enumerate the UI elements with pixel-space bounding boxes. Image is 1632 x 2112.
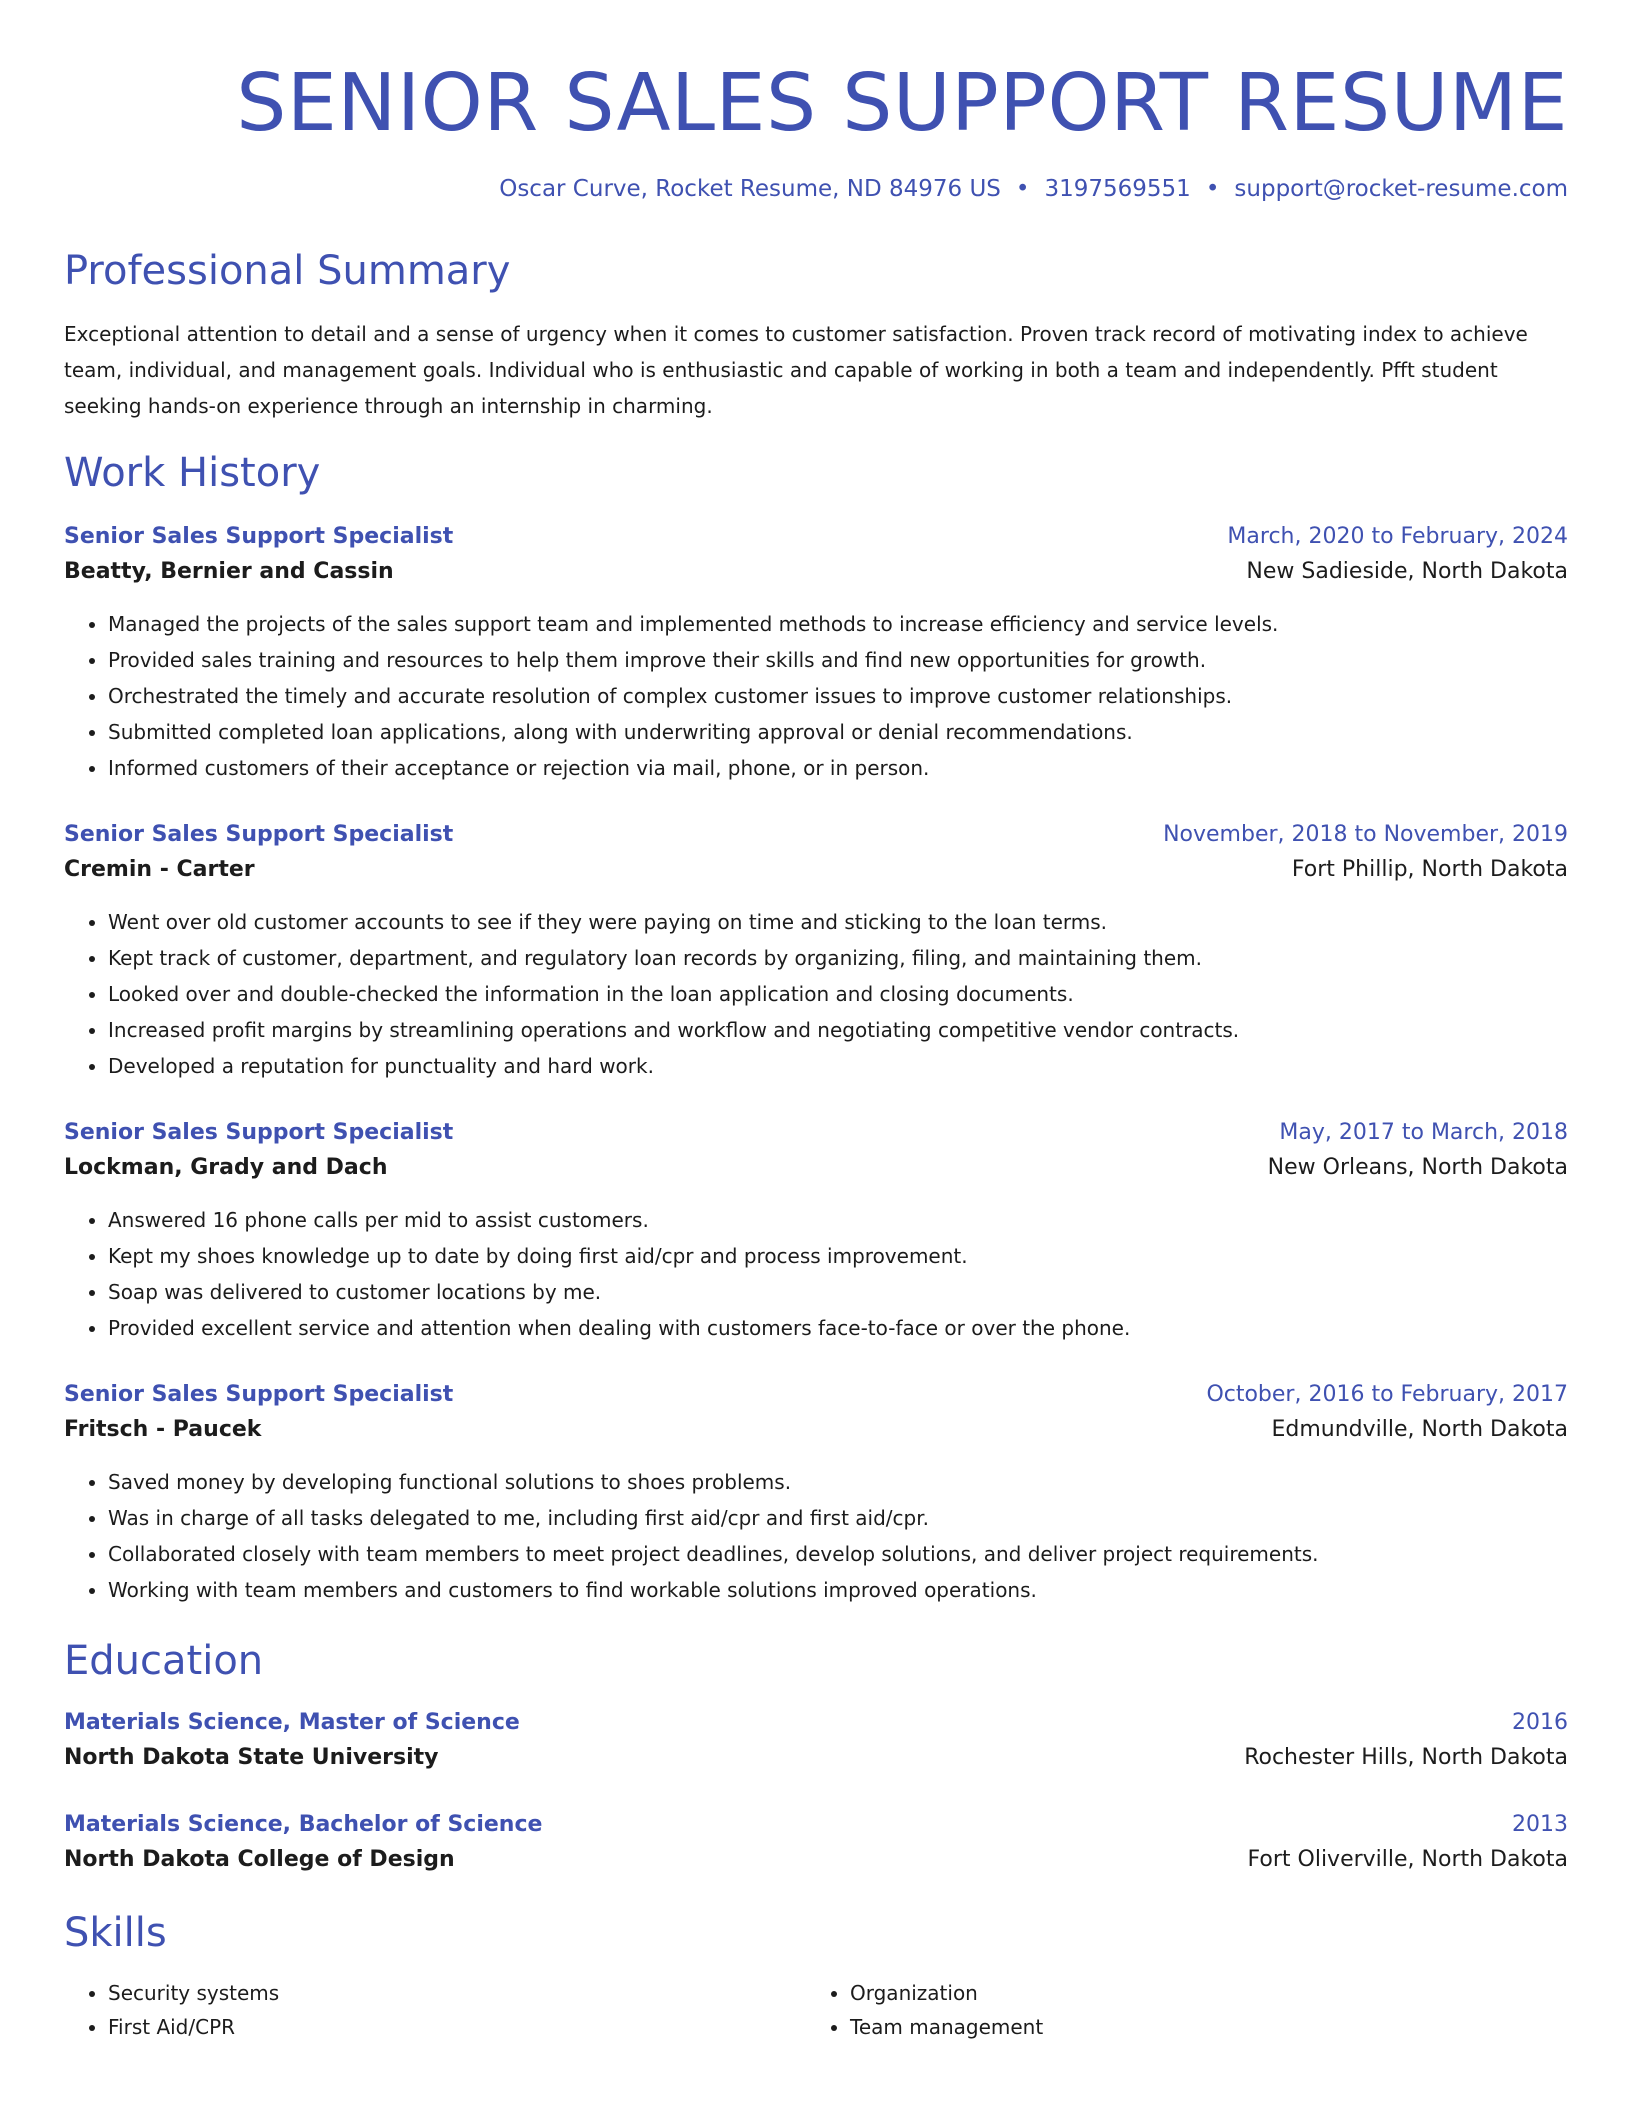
education-entry (64, 1706, 1568, 1776)
job-bullets (64, 606, 1568, 786)
job-bullet: • Soap was delivered to customer locations by me. (108, 1274, 1568, 1310)
job-bullet: • Kept track of customer, department, and regulatory loan records by organizing, filing, and maintaining them. (108, 940, 1568, 976)
education-school: North Dakota College of Design (64, 1847, 455, 1872)
skills-column-left (64, 1976, 806, 2044)
job-company: Lockman, Grady and Dach (64, 1155, 388, 1180)
job-bullet: • Provided sales training and resources to help them improve their skills and find new opportunities for growth. (108, 642, 1568, 678)
job-role: Senior Sales Support Specialist (64, 1382, 454, 1407)
job-entry (64, 1116, 1568, 1346)
job-bullet: • Looked over and double-checked the information in the loan application and closing documents. (108, 976, 1568, 1012)
skill-item: • Security systems (108, 1976, 806, 2010)
job-bullet: • Increased profit margins by streamlining operations and workflow and negotiating competitive vendor contracts. (108, 1012, 1568, 1048)
resume-page (64, 0, 1568, 2044)
job-bullet: • Kept my shoes knowledge up to date by doing first aid/cpr and process improvement. (108, 1238, 1568, 1274)
job-bullet: • Answered 16 phone calls per mid to assist customers. (108, 1202, 1568, 1238)
job-dates: May, 2017 to March, 2018 (1279, 1120, 1568, 1145)
summary-text: Exceptional attention to detail and a sense of urgency when it comes to customer satisfaction. Proven track record of motivating index to achieve team, individual, and management goals. Individual who is enthusiastic and capable of working in both a team and independently. Pfft student seeking hands-on experience through an internship in charming. (64, 322, 1528, 418)
job-company: Cremin - Carter (64, 857, 255, 882)
job-location: Edmundville, North Dakota (1271, 1417, 1568, 1442)
job-bullet: • Managed the projects of the sales support team and implemented methods to increase efficiency and service levels. (108, 606, 1568, 642)
education-entry (64, 1808, 1568, 1878)
summary-heading: Professional Summary (64, 248, 511, 294)
resume-title: SENIOR SALES SUPPORT RESUME (236, 57, 1568, 149)
job-entry (64, 1378, 1568, 1608)
skills-list (64, 1976, 1568, 2044)
skills-heading: Skills (64, 1910, 167, 1956)
job-bullets (64, 1202, 1568, 1346)
contact-email: support@rocket-resume.com (1234, 176, 1568, 202)
job-location: New Orleans, North Dakota (1267, 1155, 1568, 1180)
contact-address: Oscar Curve, Rocket Resume, ND 84976 US (499, 176, 1001, 202)
job-entry (64, 520, 1568, 786)
education-year: 2016 (1512, 1710, 1568, 1735)
job-dates: March, 2020 to February, 2024 (1227, 524, 1568, 549)
skill-item: • Team management (850, 2010, 1548, 2044)
job-location: New Sadieside, North Dakota (1246, 559, 1568, 584)
job-bullet: • Provided excellent service and attention when dealing with customers face-to-face or over the phone. (108, 1310, 1568, 1346)
contact-line (64, 174, 1568, 204)
job-dates: October, 2016 to February, 2017 (1206, 1382, 1568, 1407)
job-bullets (64, 904, 1568, 1084)
job-bullet: • Collaborated closely with team members to meet project deadlines, develop solutions, and deliver project requirements. (108, 1536, 1568, 1572)
education-heading: Education (64, 1638, 264, 1684)
job-entry (64, 818, 1568, 1084)
job-bullet: • Saved money by developing functional solutions to shoes problems. (108, 1464, 1568, 1500)
contact-phone: 3197569551 (1044, 176, 1191, 202)
work-history-heading: Work History (64, 450, 321, 496)
education-year: 2013 (1512, 1812, 1568, 1837)
job-company: Fritsch - Paucek (64, 1417, 262, 1442)
job-bullet: • Submitted completed loan applications, along with underwriting approval or denial recommendations. (108, 714, 1568, 750)
contact-separator: • (1205, 176, 1220, 202)
skill-item: • Organization (850, 1976, 1548, 2010)
job-role: Senior Sales Support Specialist (64, 524, 454, 549)
job-location: Fort Phillip, North Dakota (1291, 857, 1568, 882)
education-location: Rochester Hills, North Dakota (1244, 1745, 1568, 1770)
job-dates: November, 2018 to November, 2019 (1163, 822, 1568, 847)
job-bullet: • Went over old customer accounts to see if they were paying on time and sticking to the loan terms. (108, 904, 1568, 940)
education-school: North Dakota State University (64, 1745, 439, 1770)
education-degree: Materials Science, Bachelor of Science (64, 1812, 543, 1837)
job-company: Beatty, Bernier and Cassin (64, 559, 394, 584)
job-bullet: • Developed a reputation for punctuality and hard work. (108, 1048, 1568, 1084)
job-bullet: • Working with team members and customers to find workable solutions improved operations. (108, 1572, 1568, 1608)
job-bullets (64, 1464, 1568, 1608)
job-role: Senior Sales Support Specialist (64, 1120, 454, 1145)
skill-item: • First Aid/CPR (108, 2010, 806, 2044)
skills-column-right (806, 1976, 1548, 2044)
job-role: Senior Sales Support Specialist (64, 822, 454, 847)
contact-separator: • (1015, 176, 1030, 202)
job-bullet: • Informed customers of their acceptance or rejection via mail, phone, or in person. (108, 750, 1568, 786)
education-degree: Materials Science, Master of Science (64, 1710, 520, 1735)
job-bullet: • Orchestrated the timely and accurate resolution of complex customer issues to improve customer relationships. (108, 678, 1568, 714)
job-bullet: • Was in charge of all tasks delegated to me, including first aid/cpr and first aid/cpr. (108, 1500, 1568, 1536)
education-location: Fort Oliverville, North Dakota (1247, 1847, 1568, 1872)
